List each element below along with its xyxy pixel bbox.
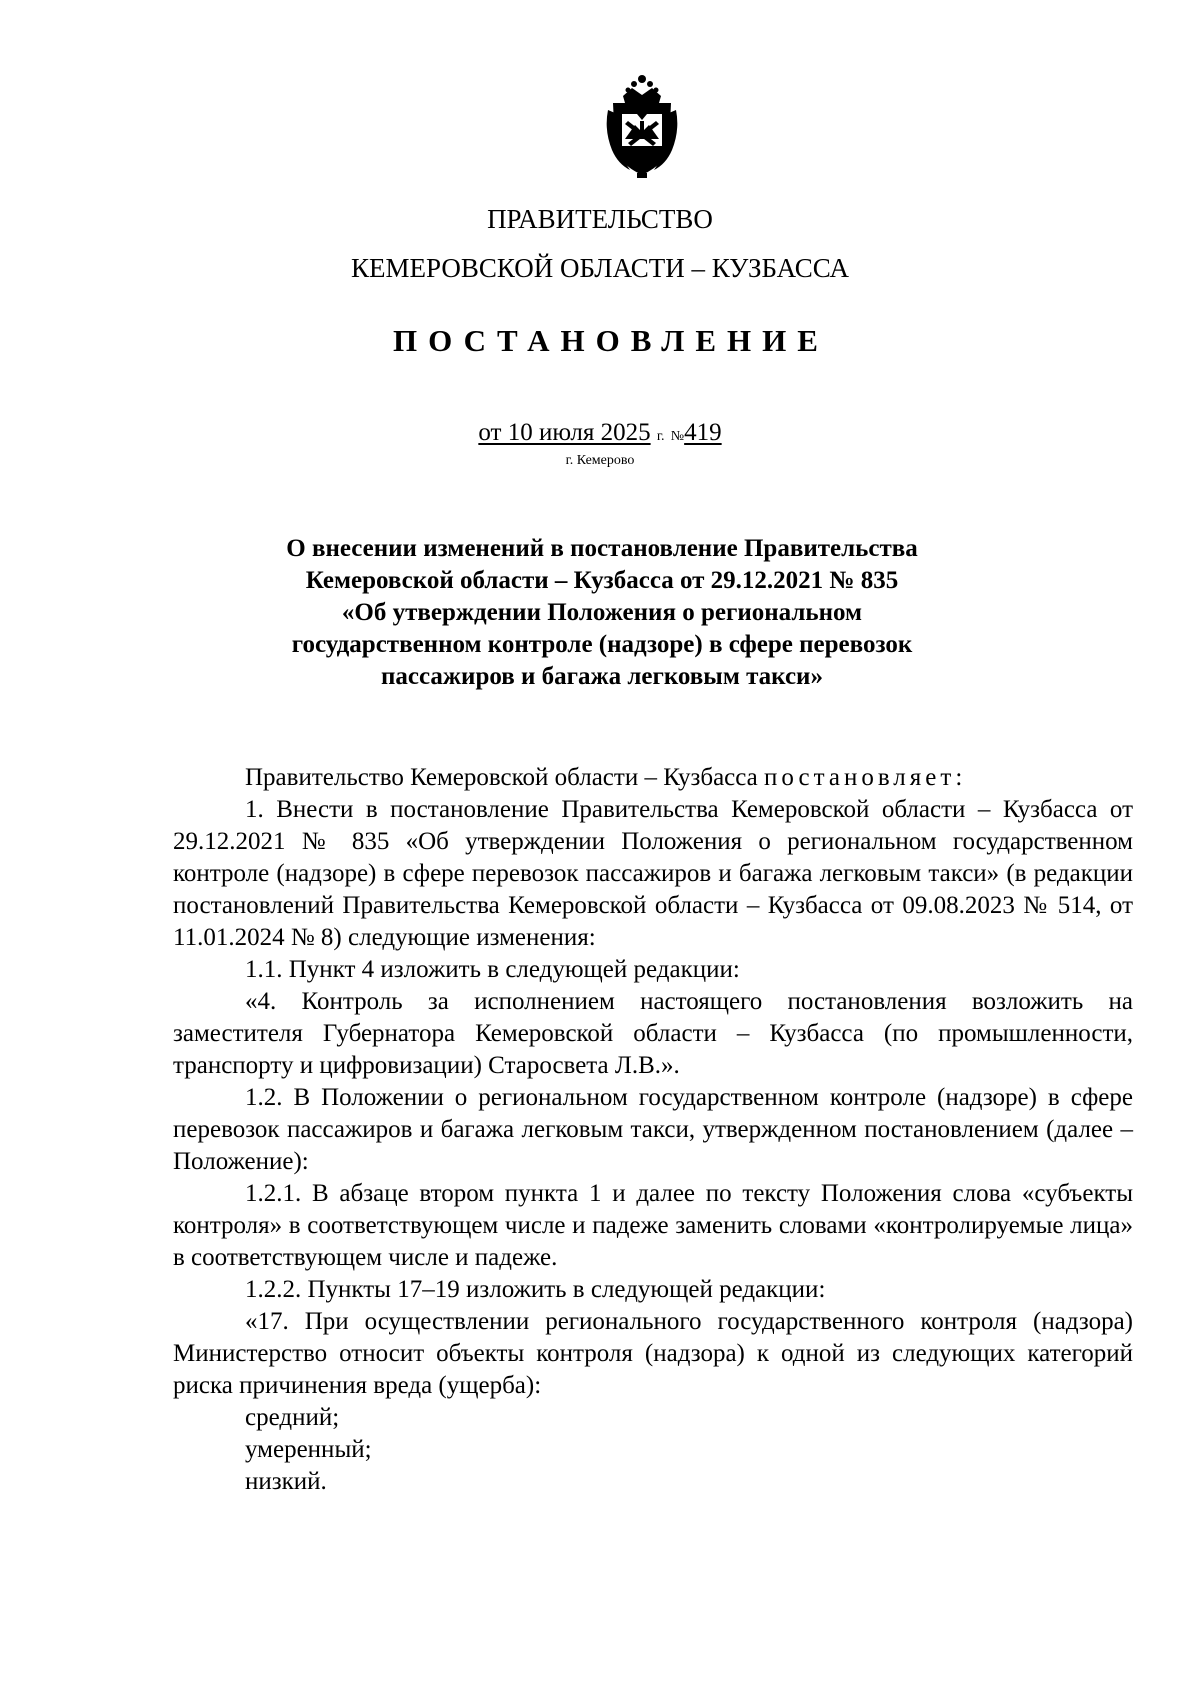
subject-line: государственном контроле (надзоре) в сфере перевозок — [291, 631, 913, 658]
number-label: № — [670, 429, 685, 444]
decree-date: от 10 июля 2025 — [478, 419, 651, 446]
body-paragraph: «17. При осуществлении регионального государственного контроля (надзора) Министерство относит объекты контроля (надзора) к одной из следующих категорий риска причинения вреда (ущерба): — [173, 1308, 1133, 1399]
subject-line: «Об утверждении Положения о региональном — [341, 599, 863, 626]
decree-subject-heading — [232, 533, 972, 693]
body-paragraph: 1.2. В Положении о региональном государственном контроле (надзоре) в сфере перевозок пассажиров и багажа легковым такси, утвержденном постановлением (далее – Положение): — [173, 1084, 1133, 1175]
government-name-line1: ПРАВИТЕЛЬСТВО — [487, 204, 713, 234]
intro-suffix: : — [955, 764, 963, 791]
subject-line: Кемеровской области – Кузбасса от 29.12.2021 № 835 — [305, 567, 899, 594]
risk-category-item: низкий. — [245, 1468, 327, 1495]
subject-line: О внесении изменений в постановление Правительства — [286, 535, 918, 562]
government-name-line2: КЕМЕРОВСКОЙ ОБЛАСТИ – КУЗБАССА — [351, 253, 849, 283]
decree-city: г. Кемерово — [565, 453, 635, 468]
body-paragraph: «4. Контроль за исполнением настоящего постановления возложить на заместителя Губернатора Кемеровской области – Кузбасса (по промышленности, транспорту и цифровизации) Старосвета Л.В.». — [173, 988, 1133, 1079]
intro-resolves-word: постановляет — [764, 764, 956, 791]
risk-category-item: умеренный; — [245, 1436, 372, 1463]
body-paragraph: 1.2.2. Пункты 17–19 изложить в следующей редакции: — [245, 1276, 826, 1303]
kemerovo-region-coat-of-arms-icon — [603, 72, 681, 182]
body-paragraph: 1.2.1. В абзаце втором пункта 1 и далее по тексту Положения слова «субъекты контроля» в соответствующем числе и падеже заменить словами «контролируемые лица» в соответствующем числе и падеже. — [173, 1180, 1133, 1271]
decree-number: 419 — [684, 419, 722, 446]
intro-prefix: Правительство Кемеровской области – Кузбасса — [245, 764, 758, 791]
subject-line: пассажиров и багажа легковым такси» — [381, 663, 823, 690]
decree-type-title: ПОСТАНОВЛЕНИЕ — [393, 323, 829, 358]
body-paragraph: 1. Внести в постановление Правительства Кемеровской области – Кузбасса от 29.12.2021 № 835 «Об утверждении Положения о региональном государственном контроле (надзоре) в сфере перевозок пассажиров и багажа легковым такси» (в редакции постановлений Правительства Кемеровской области – Кузбасса от 09.08.2023 № 514, от 11.01.2024 № 8) следующие изменения: — [173, 796, 1133, 951]
year-suffix: г. — [656, 429, 665, 444]
decree-date-line — [0, 418, 1200, 452]
decree-body — [173, 762, 1133, 1498]
body-paragraph: 1.1. Пункт 4 изложить в следующей редакции: — [245, 956, 740, 983]
risk-category-item: средний; — [245, 1404, 340, 1431]
intro-paragraph — [173, 762, 1133, 794]
